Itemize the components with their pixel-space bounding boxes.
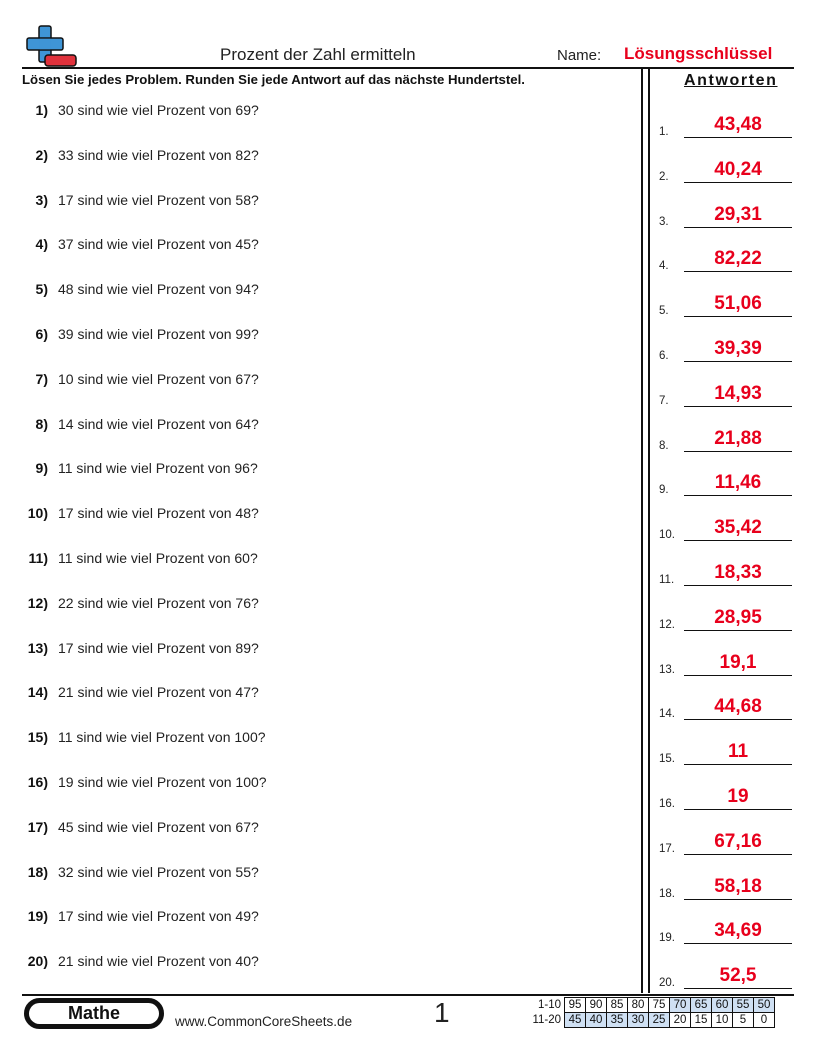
answer-line <box>684 899 792 900</box>
score-cell: 10 <box>712 1013 733 1028</box>
answer-value: 43,48 <box>714 114 762 135</box>
problem-number: 3) <box>35 191 48 208</box>
problem-item <box>0 640 620 660</box>
answer-value: 39,39 <box>714 338 762 359</box>
answer-line <box>684 137 792 138</box>
problem-text: 11 sind wie viel Prozent von 96? <box>58 460 258 477</box>
problem-text: 17 sind wie viel Prozent von 48? <box>58 505 259 522</box>
score-cell: 85 <box>607 998 628 1013</box>
problem-number: 19) <box>27 908 48 925</box>
answer-item <box>659 234 793 274</box>
answer-line <box>684 854 792 855</box>
answer-value: 52,5 <box>719 965 757 987</box>
answer-number: 13. <box>659 663 675 676</box>
problem-number: 15) <box>27 729 48 746</box>
answer-number: 1. <box>659 126 669 138</box>
header-divider <box>22 67 794 69</box>
answer-item <box>659 951 793 991</box>
answer-value: 19,1 <box>719 651 757 673</box>
answer-line <box>684 675 792 676</box>
answer-line <box>684 540 792 541</box>
score-row-label: 11-20 <box>532 1014 561 1026</box>
problem-text: 11 sind wie viel Prozent von 60? <box>58 550 258 566</box>
answer-line <box>684 451 792 452</box>
problem-item <box>0 236 620 256</box>
score-cell: 40 <box>586 1013 607 1028</box>
problem-text: 14 sind wie viel Prozent von 64? <box>58 415 259 432</box>
answer-number: 10. <box>659 529 675 542</box>
problem-text: 21 sind wie viel Prozent von 40? <box>58 953 259 970</box>
answer-line <box>684 585 792 586</box>
problem-item <box>0 953 620 973</box>
answer-item <box>659 458 793 498</box>
score-row <box>525 998 775 1013</box>
problem-item <box>0 147 620 167</box>
answer-value: 21,88 <box>714 427 762 449</box>
problem-number: 13) <box>27 639 48 656</box>
answer-item <box>659 100 793 140</box>
score-cell: 70 <box>670 998 691 1013</box>
answer-line <box>684 227 792 228</box>
answer-item <box>659 324 793 364</box>
problem-text: 11 sind wie viel Prozent von 100? <box>58 729 266 746</box>
problem-number: 10) <box>27 505 48 522</box>
answer-number: 17. <box>659 842 675 855</box>
problem-number: 18) <box>27 863 48 880</box>
problem-number: 1) <box>35 102 48 118</box>
problem-item <box>0 550 620 570</box>
answer-number: 14. <box>659 708 675 721</box>
answer-item <box>659 369 793 409</box>
answer-value: 40,24 <box>714 158 762 180</box>
answer-value: 28,95 <box>714 606 762 628</box>
problem-number: 7) <box>35 370 48 387</box>
answer-line <box>684 719 792 720</box>
answer-number: 18. <box>659 887 675 900</box>
problem-item <box>0 326 620 346</box>
answer-value: 67,16 <box>714 830 762 852</box>
problem-number: 9) <box>35 460 48 477</box>
answer-value: 51,06 <box>714 293 762 315</box>
problem-number: 12) <box>27 594 48 611</box>
answer-item <box>659 906 793 946</box>
answers-heading: Antworten <box>684 72 778 89</box>
answer-line <box>684 630 792 631</box>
problem-number: 4) <box>35 236 48 253</box>
score-cell: 60 <box>712 998 733 1013</box>
score-cell: 15 <box>691 1013 712 1028</box>
column-divider-left <box>641 67 643 993</box>
answer-key-label: Lösungsschlüssel <box>624 44 773 63</box>
answer-item <box>659 727 793 767</box>
website-link[interactable]: www.CommonCoreSheets.de <box>175 1014 353 1029</box>
problem-item <box>0 595 620 615</box>
problem-text: 22 sind wie viel Prozent von 76? <box>58 594 259 611</box>
subject-label: Mathe <box>29 1003 159 1024</box>
answer-line <box>684 988 792 989</box>
score-cell: 50 <box>754 998 775 1013</box>
instructions: Lösen Sie jedes Problem. Runden Sie jede Antwort auf das nächste Hundertstel. <box>22 72 525 87</box>
problem-item <box>0 192 620 212</box>
column-divider-right <box>648 67 650 993</box>
score-cell: 25 <box>649 1013 670 1028</box>
answer-item <box>659 548 793 588</box>
problem-item <box>0 460 620 480</box>
score-row <box>525 1013 775 1028</box>
problem-text: 39 sind wie viel Prozent von 99? <box>58 326 259 342</box>
problem-item <box>0 102 620 122</box>
problem-text: 48 sind wie viel Prozent von 94? <box>58 281 259 298</box>
answer-number: 7. <box>659 394 669 407</box>
answer-value: 18,33 <box>714 562 762 583</box>
answer-item <box>659 862 793 902</box>
problem-number: 14) <box>27 684 48 701</box>
answer-value: 11 <box>727 741 749 763</box>
score-cell: 95 <box>565 998 586 1013</box>
problem-number: 5) <box>35 281 48 298</box>
problem-number: 11) <box>28 550 48 566</box>
problem-text: 32 sind wie viel Prozent von 55? <box>58 863 259 880</box>
page-number: 1 <box>434 997 450 1028</box>
answer-number: 4. <box>659 260 669 273</box>
problem-number: 6) <box>35 326 48 342</box>
name-label: Name: <box>557 47 602 64</box>
answer-line <box>684 809 792 810</box>
problem-item <box>0 819 620 839</box>
answer-line <box>684 406 792 407</box>
score-cell: 65 <box>691 998 712 1013</box>
answer-item <box>659 593 793 633</box>
answer-value: 58,18 <box>714 875 762 897</box>
answer-number: 2. <box>659 170 669 183</box>
answer-number: 6. <box>659 350 669 362</box>
answer-item <box>659 503 793 543</box>
answer-value: 19 <box>727 786 749 807</box>
answer-item <box>659 279 793 319</box>
answer-line <box>684 316 792 317</box>
problem-text: 30 sind wie viel Prozent von 69? <box>58 102 259 118</box>
worksheet-title: Prozent der Zahl ermitteln <box>220 45 416 64</box>
score-cell: 75 <box>649 998 670 1013</box>
score-cell: 80 <box>628 998 649 1013</box>
problem-item <box>0 729 620 749</box>
problem-item <box>0 281 620 301</box>
answer-item <box>659 682 793 722</box>
problem-text: 19 sind wie viel Prozent von 100? <box>58 774 267 790</box>
plus-minus-logo-icon <box>22 24 78 68</box>
answer-line <box>684 764 792 765</box>
problem-text: 37 sind wie viel Prozent von 45? <box>58 236 259 253</box>
score-cell: 5 <box>733 1013 754 1028</box>
answer-number: 3. <box>659 215 669 228</box>
answer-item <box>659 190 793 230</box>
score-cell: 55 <box>733 998 754 1013</box>
problem-item <box>0 774 620 794</box>
answer-line <box>684 271 792 272</box>
score-cell: 0 <box>754 1013 775 1028</box>
score-cell: 20 <box>670 1013 691 1028</box>
problem-number: 20) <box>27 953 48 970</box>
footer-divider <box>22 994 794 996</box>
answer-value: 29,31 <box>714 203 762 225</box>
answer-item <box>659 638 793 678</box>
problem-text: 17 sind wie viel Prozent von 49? <box>58 908 259 925</box>
answer-value: 11,46 <box>714 472 762 494</box>
answer-number: 19. <box>659 932 675 945</box>
answer-value: 44,68 <box>714 696 762 718</box>
score-cell: 90 <box>586 998 607 1013</box>
problem-text: 17 sind wie viel Prozent von 58? <box>58 191 259 208</box>
answer-value: 35,42 <box>714 517 762 539</box>
answer-item <box>659 145 793 185</box>
answer-number: 15. <box>659 753 675 766</box>
answer-item <box>659 772 793 812</box>
problem-text: 10 sind wie viel Prozent von 67? <box>58 370 259 387</box>
score-cell: 35 <box>607 1013 628 1028</box>
score-row-label: 1-10 <box>537 999 561 1011</box>
score-cell: 30 <box>628 1013 649 1028</box>
problem-text: 21 sind wie viel Prozent von 47? <box>58 684 259 701</box>
answer-number: 5. <box>659 305 669 318</box>
problem-item <box>0 908 620 928</box>
answer-number: 20. <box>659 977 675 990</box>
answer-line <box>684 361 792 362</box>
answer-number: 12. <box>659 618 675 631</box>
problem-number: 16) <box>27 774 48 790</box>
problem-number: 2) <box>35 146 48 163</box>
answer-value: 82,22 <box>714 248 762 270</box>
score-table <box>525 997 775 1028</box>
answer-item <box>659 414 793 454</box>
problem-text: 33 sind wie viel Prozent von 82? <box>58 146 259 163</box>
answer-line <box>684 943 792 944</box>
answer-line <box>684 182 792 183</box>
answer-number: 11. <box>659 574 675 586</box>
answer-number: 16. <box>659 798 675 810</box>
problem-item <box>0 684 620 704</box>
problem-item <box>0 371 620 391</box>
problem-item <box>0 416 620 436</box>
subject-badge <box>24 998 164 1029</box>
score-cell: 45 <box>565 1013 586 1028</box>
problem-text: 45 sind wie viel Prozent von 67? <box>58 818 259 835</box>
problem-item <box>0 505 620 525</box>
problem-number: 17) <box>27 818 48 835</box>
problem-item <box>0 864 620 884</box>
answer-value: 34,69 <box>714 920 762 942</box>
answer-line <box>684 495 792 496</box>
problem-text: 17 sind wie viel Prozent von 89? <box>58 639 259 656</box>
problem-number: 8) <box>35 415 48 432</box>
answer-value: 14,93 <box>714 382 762 404</box>
answer-number: 8. <box>659 439 669 452</box>
answer-item <box>659 817 793 857</box>
answer-number: 9. <box>659 484 669 497</box>
